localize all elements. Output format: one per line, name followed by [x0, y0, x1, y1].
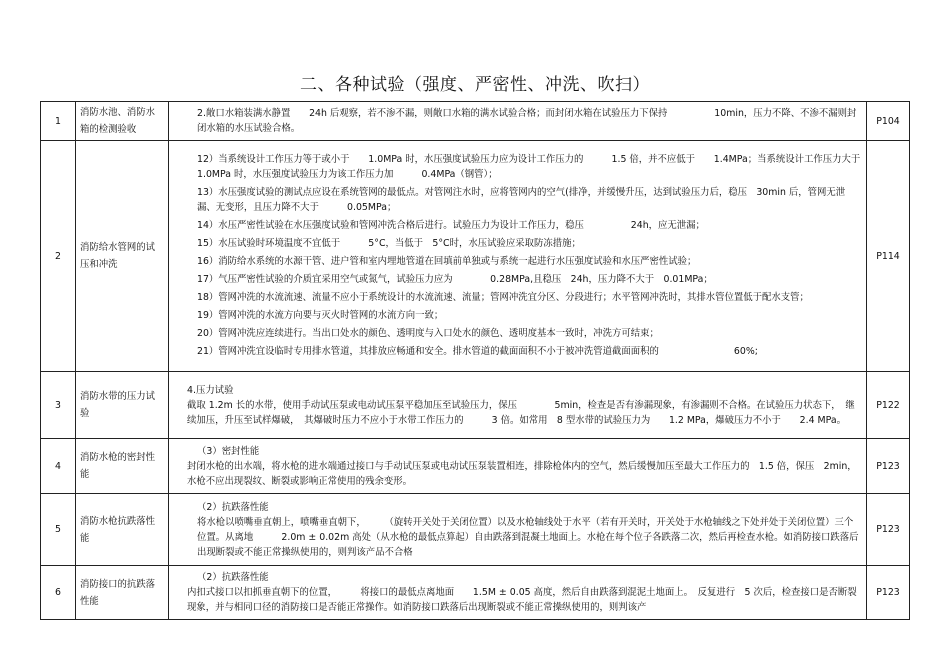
content-line: 20）管网冲洗应连续进行。当出口处水的颜色、透明度与入口处水的颜色、透明度基本一致时，冲洗方可结束； — [197, 328, 659, 339]
page-title: 二、各种试验（强度、严密性、冲洗、吹扫） — [300, 75, 650, 95]
content-line: 21）管网冲洗宜设临时专用排水管道，其排放应畅通和安全。排水管道的截面面积不小于被冲洗管道截面面积的 60%; — [197, 346, 758, 357]
row-number: 5 — [41, 494, 76, 566]
test-content — [169, 566, 867, 620]
content-line: 18）管网冲洗的水流流速、流量不应小于系统设计的水流流速、流量；管网冲洗宜分区、分段进行；水平管网冲洗时，其排水管位置低于配水支管； — [197, 292, 809, 303]
content-line: 15）水压试验时环境温度不宜低于 5°C，当低于 5°C时，水压试验应采取防冻措施； — [197, 238, 581, 249]
page-ref: P123 — [867, 494, 910, 566]
content-line: 19）管网冲洗的水流方向要与灭火时管网的水流方向一致； — [197, 310, 444, 321]
content-line: 截取 1.2m 长的水带，使用手动试压泵或电动试压泵平稳加压至试验压力，保压 5min，检查是否有渗漏现象，有渗漏则不合格。在试验压力状态下， 继续加压，升压至试样爆破， 其爆破时压力不应小于水带工作压力的 3 倍。如常用 8 型水带的试验压力为 1.2 MPa，爆破压力不小于 2.4 MPa。 — [187, 399, 855, 426]
content-line: （2）抗跌落性能 — [197, 572, 269, 583]
page-ref: P114 — [867, 141, 910, 372]
content-line: 17）气压严密性试验的介质宜采用空气或氮气，试验压力应为 0.28MPa,且稳压 24h，压力降不大于 0.01MPa； — [197, 274, 713, 285]
test-content — [169, 494, 867, 566]
table-row — [41, 372, 910, 439]
content-line: 12）当系统设计工作压力等于或小于 1.0MPa 时，水压强度试验压力应为设计工作压力的 1.5 倍，并不应低于 1.4MPa；当系统设计工作压力大于 1.0MPa 时，水压强度试验压力为该工作压力加 0.4MPa（钢管）； — [197, 154, 880, 180]
content-line: 16）消防给水系统的水源干管、进户管和室内埋地管道在回填前单独或与系统一起进行水压强度试验和水压严密性试验； — [197, 256, 697, 267]
table-row — [41, 439, 910, 494]
content-line: 14）水压严密性试验在水压强度试验和管网冲洗合格后进行。试验压力为设计工作压力，稳压 24h，应无泄漏； — [197, 220, 705, 231]
content-line: 4.压力试验 — [187, 384, 234, 396]
test-item: 消防水池、消防水箱的检测验收 — [76, 102, 169, 141]
test-content — [169, 372, 867, 439]
row-number: 2 — [41, 141, 76, 372]
test-item: 消防给水管网的试压和冲洗 — [76, 141, 169, 372]
page-ref: P104 — [867, 102, 910, 141]
row-number: 1 — [41, 102, 76, 141]
table-row — [41, 566, 910, 620]
page-ref: P123 — [867, 439, 910, 494]
test-item: 消防水带的压力试验 — [76, 372, 169, 439]
test-item: 消防水枪抗跌落性能 — [76, 494, 169, 566]
test-content — [169, 141, 880, 372]
test-item: 消防水枪的密封性能 — [76, 439, 169, 494]
page-ref: P122 — [867, 372, 910, 439]
page-ref: P123 — [867, 566, 910, 620]
table-row — [41, 494, 910, 566]
content-line: 封闭水枪的出水端，将水枪的进水端通过接口与手动试压泵或电动试压泵装置相连，排除枪体内的空气，然后缓慢加压至最大工作压力的 1.5 倍，保压 2min，水枪不应出现裂纹、断裂或影响正常使用的残余变形。 — [187, 460, 857, 487]
content-line: 2.敞口水箱装满水静置 24h 后观察，若不渗不漏，则敞口水箱的满水试验合格；而封闭水箱在试验压力下保持 10min，压力不降、不渗不漏则封闭水箱的水压试验合格。 — [197, 108, 857, 134]
test-table — [40, 101, 910, 620]
content-line: 13）水压强度试验的测试点应设在系统管网的最低点。对管网注水时，应将管网内的空气(排净，并缓慢升压，达到试验压力后，稳压 30min 后，管网无泄漏、无变形，且压力降不大于 0.05MPa； — [197, 187, 846, 213]
row-number: 4 — [41, 439, 76, 494]
row-number: 6 — [41, 566, 76, 620]
table-row — [41, 102, 910, 141]
table-row — [41, 141, 910, 372]
test-content — [169, 439, 867, 494]
test-item: 消防接口的抗跌落性能 — [76, 566, 169, 620]
content-line: （3）密封性能 — [197, 445, 260, 457]
row-number: 3 — [41, 372, 76, 439]
content-line: 内扣式接口以扣抓垂直朝下的位置， 将接口的最低点离地面 1.5M ± 0.05 高度，然后自由跌落到混泥土地面上。 反复进行 5 次后，检查接口是否断裂现象，并与相同口径的消防接口是否能正常操作。如消防接口跌落后出现断裂或不能正常操纵使用的，则判该产 — [187, 587, 857, 613]
content-line: 将水枪以喷嘴垂直朝上，喷嘴垂直朝下， （旋转开关处于关闭位置）以及水枪轴线处于水平（若有开关时，开关处于水枪轴线之下处并处于关闭位置）三个位置。从离地 2.0m ± 0.02m 高处（从水枪的最低点算起）自由跌落到混凝土地面上。水枪在每个位子各跌落二次，然后再检查水枪。如消防接口跌落后出现断裂或不能正常操纵使用的，则判该产品不合格 — [197, 516, 859, 558]
test-content — [169, 102, 867, 141]
content-line: （2）抗跌落性能 — [197, 501, 269, 513]
